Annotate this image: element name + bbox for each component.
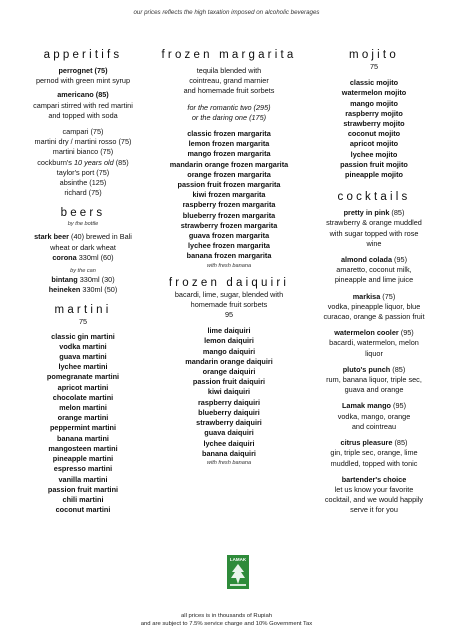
menu-item: peppermint martini: [49, 423, 117, 433]
price-note: for the romantic two (295): [187, 102, 271, 112]
menu-item: blueberry frozen margarita: [182, 210, 276, 220]
menu-item-desc: wheat or dark wheat: [50, 242, 116, 252]
section-desc: cointreau, grand marnier: [189, 76, 269, 86]
cocktail-price: (85): [390, 364, 406, 374]
menu-item: coconut mojito: [347, 129, 401, 139]
menu-item: banana martini: [57, 433, 109, 443]
section-desc: bacardi, lime, sugar, blended with: [174, 289, 284, 299]
section-heading-cocktails: cocktails: [337, 191, 411, 204]
cocktail-desc: vodka, mango, orange: [337, 411, 411, 421]
cocktail-price: (75): [380, 291, 396, 301]
menu-item: vodka martini: [59, 341, 107, 351]
daiquiri-list: [156, 326, 302, 459]
cocktail-desc: wine: [366, 238, 382, 248]
menu-item: kiwi frozen margarita: [192, 190, 266, 200]
cocktail-title: [304, 365, 444, 375]
menu-item-desc: campari stirred with red martini: [33, 100, 133, 110]
menu-item: [14, 158, 152, 168]
footer-line: and are subject to 7.5% service charge and 10% Government Tax: [140, 621, 313, 627]
cocktail-title: [304, 401, 444, 411]
item-text: 10 years old: [73, 157, 114, 167]
menu-item: mangosteen martini: [48, 443, 118, 453]
footer-notice: [0, 612, 453, 628]
section-price: 95: [224, 310, 234, 320]
cocktail-name: Lamak mango: [341, 401, 392, 411]
cocktail-title: [304, 328, 444, 338]
menu-item: mandarin orange frozen margarita: [169, 159, 289, 169]
cocktail-price: (95): [391, 401, 407, 411]
cocktail-title: [304, 438, 444, 448]
section-desc: homemade fruit sorbets: [190, 299, 268, 309]
menu-item: passion fruit mojito: [340, 159, 408, 169]
cocktail-desc: pineapple and lime juice: [334, 275, 414, 285]
menu-item: mango daiquiri: [202, 346, 256, 356]
cocktail-name: pretty in pink: [343, 208, 390, 218]
menu-item: perrognet (75): [58, 66, 108, 75]
menu-item: americano (85): [57, 90, 109, 100]
cocktail-desc: strawberry & orange muddled: [326, 218, 422, 228]
menu-item: blueberry daiquiri: [198, 407, 260, 417]
menu-item: lychee martini: [58, 362, 108, 372]
cocktail-desc: cocktail, and we would happily: [324, 495, 424, 505]
section-desc: tequila blended with: [196, 66, 262, 75]
menu-item: classic gin martini: [51, 331, 115, 341]
menu-item: strawberry frozen margarita: [180, 220, 278, 230]
section-heading-mojito: mojito: [349, 49, 399, 61]
menu-item: coconut martini: [55, 505, 111, 515]
menu-item-desc: pernod with green mint syrup: [35, 76, 131, 86]
cocktail-desc: muddled, topped with tonic: [330, 458, 418, 468]
menu-item: orange daiquiri: [202, 367, 256, 377]
section-subheading: by the can: [70, 268, 96, 275]
menu-item: kiwi daiquiri: [207, 387, 251, 397]
cocktail-name: markisa: [352, 291, 381, 301]
menu-item: raspberry mojito: [345, 108, 403, 118]
menu-item: melon martini: [59, 403, 107, 413]
menu-item: martini bianco (75): [52, 147, 114, 157]
menu-item: [14, 232, 152, 242]
cocktail-desc: vodka, pineapple liquor, blue: [327, 301, 421, 311]
menu-item: guava frozen margarita: [188, 231, 270, 241]
item-text: stark beer: [34, 232, 69, 242]
cocktail-title: [304, 292, 444, 302]
section-heading-martini: martini: [54, 304, 112, 317]
menu-item: [14, 275, 152, 285]
menu-item: apricot mojito: [349, 139, 399, 149]
item-note: with fresh banana: [206, 459, 252, 466]
martini-list: [14, 332, 152, 516]
cocktail-name: bartender's choice: [341, 474, 407, 484]
menu-item: mango frozen margarita: [187, 149, 271, 159]
section-heading-frozen-margarita: frozen margarita: [161, 49, 297, 61]
cocktail-desc: amaretto, coconut milk,: [336, 265, 412, 275]
cocktail-name: citrus pleasure: [340, 438, 393, 448]
item-text: 330ml (60): [76, 252, 114, 262]
section-heading-aperitifs: apperitifs: [43, 49, 123, 61]
section-heading-beers: beers: [60, 207, 106, 220]
menu-item: lychee daiquiri: [203, 438, 255, 448]
menu-column-middle: [156, 48, 302, 467]
mojito-list: [304, 78, 444, 180]
cocktail-title: [304, 208, 444, 218]
menu-item: vanilla martini: [58, 474, 108, 484]
item-text: 330ml (50): [80, 285, 118, 295]
menu-item: lychee mojito: [350, 149, 398, 159]
menu-item: banana frozen margarita: [186, 251, 272, 261]
footer-line: all prices is in thousands of Rupiah: [180, 613, 273, 619]
menu-item: passion fruit frozen margarita: [177, 180, 281, 190]
cocktail-price: (85): [389, 208, 405, 218]
menu-item: pineapple mojito: [345, 170, 403, 180]
menu-item: campari (75): [62, 127, 104, 137]
menu-item-desc: and topped with soda: [48, 110, 118, 120]
cocktail-desc: guava and orange: [344, 385, 404, 395]
cocktail-title: [304, 255, 444, 265]
cocktail-desc: let us know your favorite: [334, 484, 414, 494]
menu-item: orange frozen margarita: [187, 169, 271, 179]
cocktail-desc: serve it for you: [350, 505, 398, 515]
menu-item: passion fruit martini: [47, 484, 119, 494]
section-desc: and homemade fruit sorbets: [183, 86, 275, 96]
menu-item: lime daiquiri: [207, 326, 251, 336]
menu-item: taylor's port (75): [56, 167, 110, 177]
menu-column-left: [14, 48, 152, 515]
menu-item: raspberry daiquiri: [197, 397, 261, 407]
menu-item: passion fruit daiquiri: [192, 377, 266, 387]
cocktail-name: watermelon cooler: [334, 328, 399, 338]
cocktail-price: (85): [392, 438, 408, 448]
menu-item: guava daiquiri: [204, 428, 254, 438]
logo-text: LAMAK: [229, 557, 247, 562]
menu-item: lemon daiquiri: [204, 336, 254, 346]
menu-item: watermelon mojito: [341, 88, 407, 98]
menu-item: pineapple martini: [52, 454, 114, 464]
item-text: bintang: [51, 275, 78, 285]
cocktail-desc: with sugar topped with rose: [329, 228, 419, 238]
menu-item: mango mojito: [350, 98, 398, 108]
cocktail-price: (95): [392, 255, 408, 265]
item-note: with fresh banana: [206, 262, 252, 269]
menu-item: mandarin orange daiquiri: [185, 356, 273, 366]
menu-item: classic mojito: [349, 78, 399, 88]
menu-item: orange martini: [57, 413, 109, 423]
cocktail-desc: and cointreau: [351, 421, 397, 431]
menu-item: guava martini: [59, 352, 107, 362]
cocktail-desc: bacardi, watermelon, melon: [329, 338, 419, 348]
menu-item: chocolate martini: [52, 392, 114, 402]
item-text: heineken: [48, 285, 81, 295]
menu-item: [14, 253, 152, 263]
menu-item: espresso martini: [53, 464, 113, 474]
menu-item: banana daiquiri: [202, 448, 256, 458]
section-subheading: by the bottle: [67, 221, 99, 228]
menu-item: apricot martini: [57, 382, 109, 392]
menu-item: lemon frozen margarita: [188, 139, 270, 149]
item-text: (85): [113, 157, 129, 167]
menu-item: richard (75): [64, 188, 102, 198]
cocktail-name: almond colada: [340, 255, 393, 265]
menu-item: [14, 285, 152, 295]
menu-item: classic frozen margarita: [187, 129, 271, 139]
menu-item: lychee frozen margarita: [188, 241, 270, 251]
menu-item: raspberry frozen margarita: [182, 200, 276, 210]
menu-column-right: [304, 48, 444, 516]
menu-item: strawberry daiquiri: [196, 418, 262, 428]
menu-item: absinthe (125): [59, 178, 107, 188]
section-price: 75: [78, 317, 88, 327]
item-text: (40) brewed in Bali: [69, 232, 132, 242]
menu-item: martini dry / martini rosso (75): [34, 137, 132, 147]
tax-notice: our prices reflects the high taxation imposed on alcoholic beverages: [133, 9, 320, 16]
cocktail-price: (95): [398, 328, 414, 338]
cocktail-desc: rum, banana liquor, triple sec,: [326, 375, 422, 385]
menu-item: pomegranate martini: [46, 372, 120, 382]
cocktail-desc: liquor: [365, 348, 383, 358]
cocktail-desc: gin, triple sec, orange, lime: [330, 448, 418, 458]
lamak-logo: [227, 555, 249, 589]
item-text: corona: [52, 252, 77, 262]
margarita-list: [156, 129, 302, 262]
item-text: cockburn's: [37, 157, 74, 167]
menu-item: strawberry mojito: [343, 119, 405, 129]
cocktail-name: pluto's punch: [342, 364, 391, 374]
section-heading-frozen-daiquiri: frozen daiquiri: [168, 276, 290, 289]
item-text: 330ml (30): [77, 275, 115, 285]
price-note: or the daring one (175): [191, 112, 267, 122]
cocktail-desc: curacao, orange & passion fruit: [323, 312, 425, 322]
section-price: 75: [369, 62, 379, 71]
menu-item: chili martini: [62, 494, 104, 504]
